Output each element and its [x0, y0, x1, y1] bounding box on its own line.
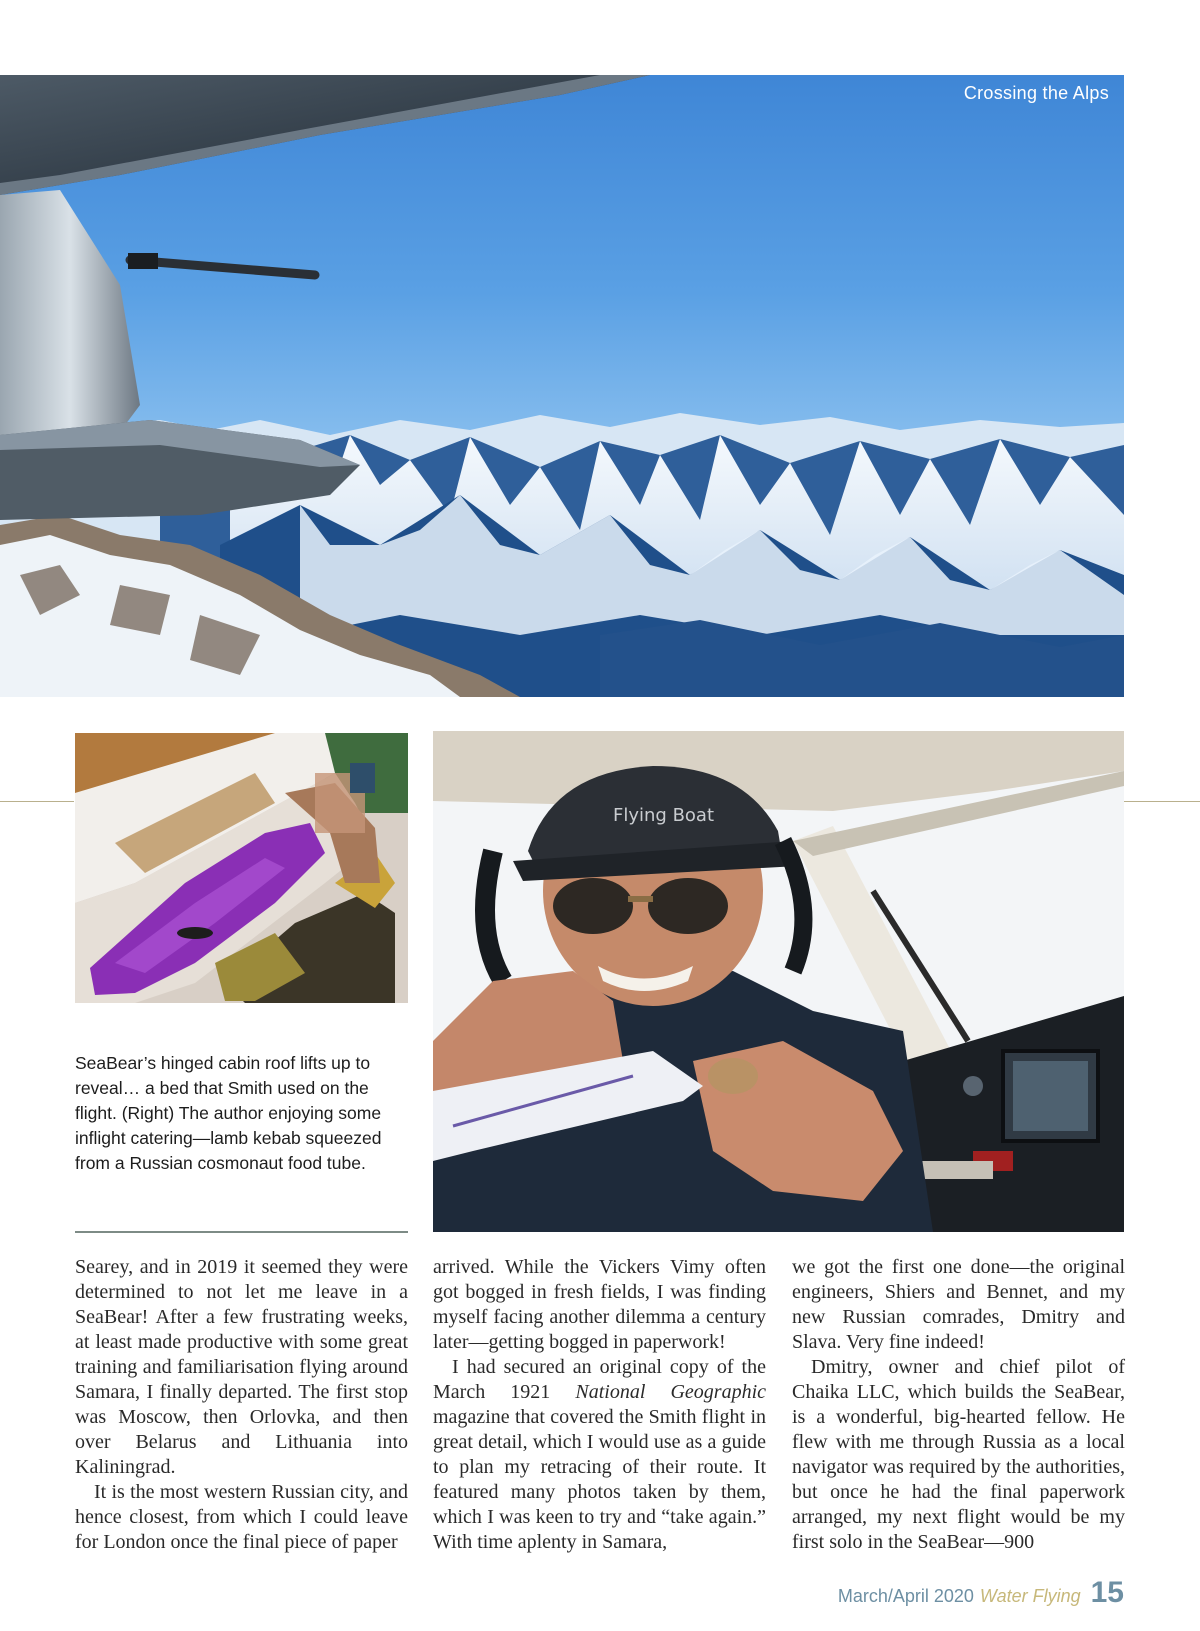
paragraph [433, 1355, 766, 1555]
photo-caption: SeaBear’s hinged cabin roof lifts up to reveal… a bed that Smith used on the flight. (Right) The author enjoying some inflight catering—lamb kebab squeezed from a Russian cosmonaut food tube. [75, 1053, 382, 1173]
paragraph: we got the first one done—the original engineers, Shiers and Bennet, and my new Russian comrades, Dmitry and Slava. Very fine indeed! [792, 1256, 1125, 1353]
magazine-title-italic: National Geographic [575, 1381, 767, 1403]
alps-scene-illustration [0, 75, 1124, 697]
page-number: 15 [1090, 1576, 1124, 1609]
issue-date: March/April 2020 [837, 1586, 974, 1606]
page-footer [838, 1576, 1124, 1610]
hero-caption: Crossing the Alps [963, 83, 1109, 103]
paragraph: It is the most western Russian city, and hence closest, from which I could leave for London once the final piece of paper [75, 1481, 408, 1553]
paragraph-text: I had secured an original copy of the March 1921 [433, 1356, 766, 1403]
divider-rule-right [1124, 801, 1200, 802]
article-column-3 [792, 1255, 1125, 1555]
caption-divider [75, 1231, 408, 1233]
paragraph: Dmitry, owner and chief pilot of Chaika LLC, which builds the SeaBear, is a wonderful, big-hearted fellow. He flew with me through Russia as a local navigator was required by the authorities, but once he had the final paperwork arranged, my next flight would be my first solo in the SeaBear—900 [792, 1356, 1125, 1553]
paragraph: Searey, and in 2019 it seemed they were determined to not let me leave in a SeaBear! After a few frustrating weeks, at least made productive with some great training and familiarisation flying around Samara, I finally departed. The first stop was Moscow, then Orlovka, and then over Belarus and Lithuania into Kaliningrad. [75, 1256, 408, 1478]
photo-cabin-bed [75, 733, 408, 1003]
pilot-cockpit-illustration [433, 731, 1124, 1232]
cap-logo-text: Flying Boat [613, 805, 715, 826]
cabin-bed-illustration [75, 733, 408, 1003]
magazine-name: Water Flying [979, 1586, 1081, 1606]
paragraph: arrived. While the Vickers Vimy often got bogged in fresh fields, I was finding myself facing another dilemma a century later—getting bogged in paperwork! [433, 1256, 766, 1353]
photo-pilot-eating [433, 731, 1124, 1232]
divider-rule-left [0, 801, 74, 802]
paragraph-text: magazine that covered the Smith flight in great detail, which I would use as a guide to plan my retracing of their route. It featured many photos taken by them, which I was keen to try and “take again.” With time aplenty in Samara, [433, 1406, 766, 1553]
hero-photo-alps [0, 75, 1124, 697]
article-column-2 [433, 1255, 766, 1555]
article-column-1 [75, 1255, 408, 1555]
